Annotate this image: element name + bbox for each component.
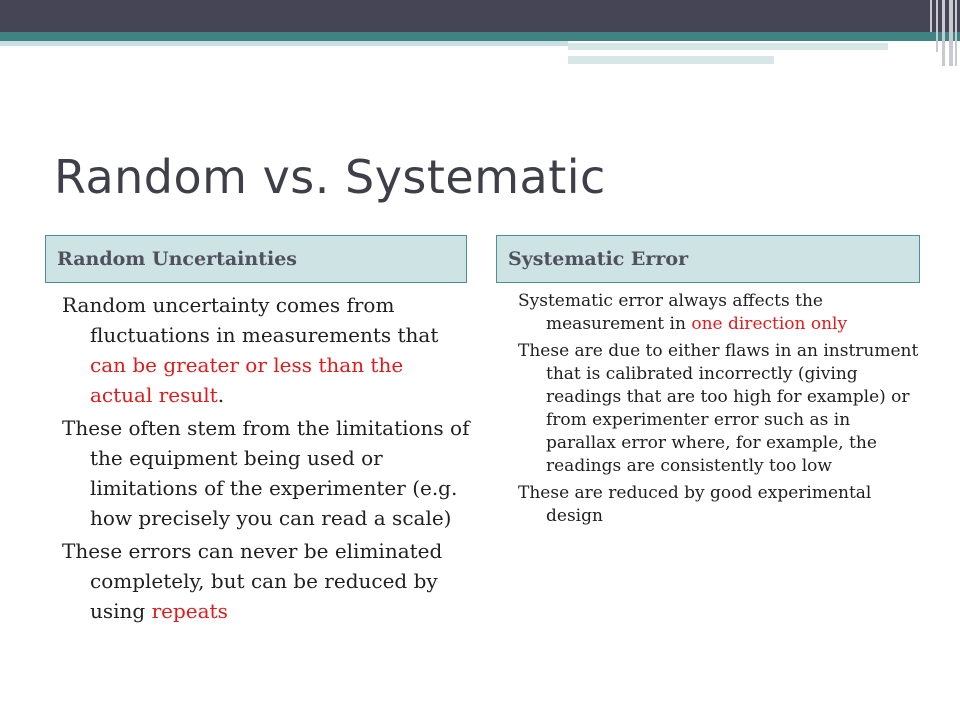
top-pale-bar: [0, 41, 568, 46]
corner-stripe: [955, 0, 957, 66]
highlighted-text: can be greater or less than the actual result: [90, 353, 404, 407]
left-paragraph-2: These often stem from the limitations of the equipment being used or limitations of the experimenter (e.g. how precisely you can read a scale): [62, 416, 470, 530]
right-paragraph-2: These are due to either flaws in an instrument that is calibrated incorrectly (giving readings that are too high for example) or from experimenter error such as in parallax error where, for example, the readings are consistently too low: [518, 341, 919, 476]
slide-title: Random vs. Systematic: [54, 150, 606, 204]
corner-stripe: [930, 0, 932, 32]
corner-stripe: [942, 0, 945, 66]
left-column-body: [62, 290, 470, 629]
corner-stripe: [936, 0, 938, 52]
top-dark-bar: [0, 0, 960, 32]
text-run: Systematic error always affects the measurement in: [518, 291, 823, 334]
text-run: Random uncertainty comes from fluctuations in measurements that: [62, 293, 439, 347]
left-paragraph-3: [62, 536, 470, 626]
right-column-body: [518, 290, 922, 532]
top-pale-bar-3: [568, 56, 774, 64]
text-run: .: [217, 383, 225, 407]
right-column-heading: Systematic Error: [496, 235, 920, 283]
highlighted-text: one direction only: [691, 314, 848, 334]
corner-stripe: [949, 0, 953, 66]
top-divider-line: [568, 50, 888, 52]
right-paragraph-3: These are reduced by good experimental design: [518, 483, 872, 526]
right-paragraph-1: [518, 290, 922, 336]
highlighted-text: repeats: [151, 599, 228, 623]
left-paragraph-1: [62, 290, 470, 410]
text-run: These errors can never be eliminated completely, but can be reduced by using: [62, 539, 443, 623]
top-teal-bar: [0, 32, 960, 41]
left-column-heading: Random Uncertainties: [45, 235, 467, 283]
